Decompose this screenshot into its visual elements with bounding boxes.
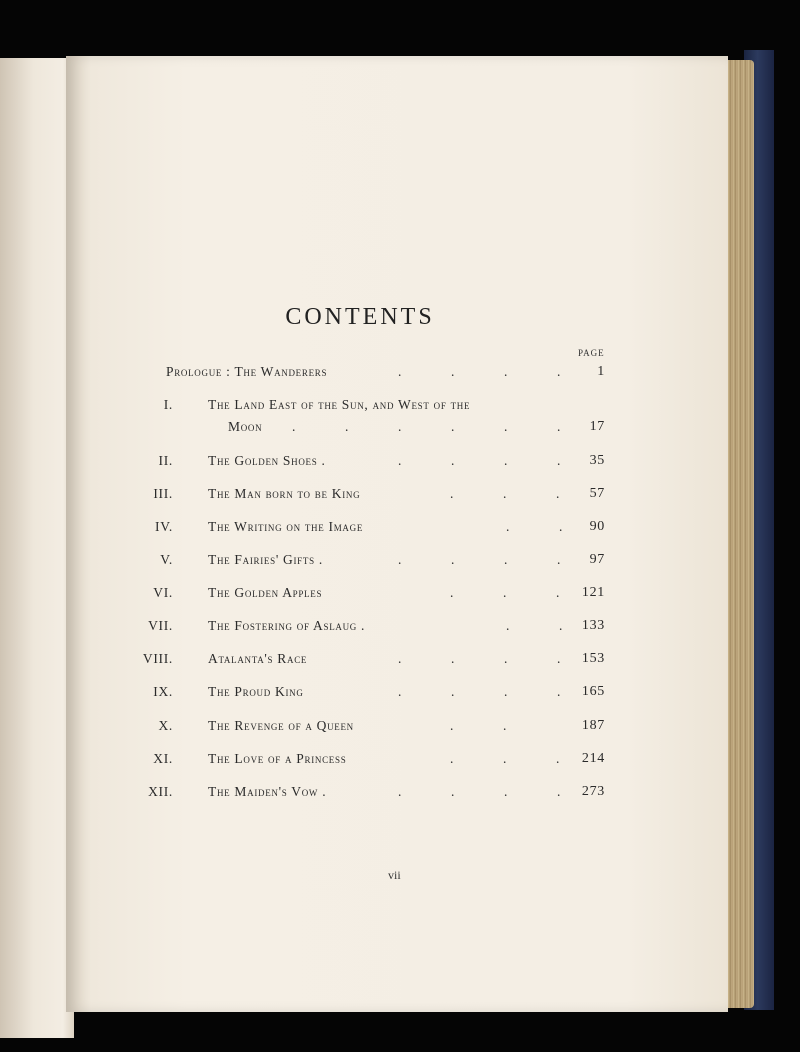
toc-page-number: 57 bbox=[589, 486, 605, 501]
dot-leader: . . . bbox=[450, 751, 560, 766]
toc-page-number: 165 bbox=[581, 684, 605, 699]
chapter-numeral: VII. bbox=[148, 618, 173, 633]
chapter-title: The Man born to be King bbox=[208, 486, 361, 501]
toc-page-number: 90 bbox=[589, 519, 605, 534]
chapter-numeral: V. bbox=[160, 552, 173, 567]
dot-leader: . . . . bbox=[398, 651, 561, 666]
chapter-numeral: VIII. bbox=[142, 651, 173, 666]
dot-leader: . . . bbox=[450, 585, 560, 600]
toc-row-prologue bbox=[60, 364, 605, 386]
chapter-title: The Love of a Princess bbox=[208, 751, 347, 766]
toc-row-chapter bbox=[60, 618, 605, 640]
chapter-numeral: XII. bbox=[148, 784, 173, 799]
dot-leader: . . . . bbox=[398, 453, 561, 468]
chapter-numeral: I. bbox=[163, 397, 173, 412]
toc-page-number: 133 bbox=[581, 618, 605, 633]
toc-row-chapter bbox=[60, 585, 605, 607]
toc-row-chapter bbox=[60, 519, 605, 541]
chapter-title: The Writing on the Image bbox=[208, 519, 364, 534]
chapter-numeral: III. bbox=[153, 486, 173, 501]
toc-row-chapter bbox=[60, 397, 605, 419]
toc-row-chapter bbox=[60, 552, 605, 574]
chapter-title: The Land East of the Sun, and West of the bbox=[208, 397, 471, 412]
toc-row-chapter bbox=[60, 651, 605, 673]
dot-leader: . . . . bbox=[398, 552, 561, 567]
chapter-title: The Golden Shoes . bbox=[208, 453, 326, 468]
dot-leader: . . . . bbox=[398, 784, 561, 799]
chapter-numeral: IX. bbox=[153, 684, 173, 699]
chapter-title: The Revenge of a Queen bbox=[208, 718, 354, 733]
chapter-title: The Maiden's Vow . bbox=[208, 784, 327, 799]
dot-leader: . . . . bbox=[398, 364, 561, 379]
toc-page-number: 17 bbox=[589, 419, 605, 434]
toc-page-number: 187 bbox=[581, 718, 605, 733]
chapter-numeral: VI. bbox=[153, 585, 173, 600]
toc-page-number: 153 bbox=[581, 651, 605, 666]
toc-page-number: 214 bbox=[581, 751, 605, 766]
toc-page-number: 273 bbox=[581, 784, 605, 799]
toc-entry-label: Prologue : The Wanderers bbox=[166, 364, 328, 379]
chapter-title-continued: Moon bbox=[228, 419, 263, 434]
toc-page-number: 1 bbox=[597, 364, 605, 379]
chapter-numeral: X. bbox=[158, 718, 173, 733]
toc-page-number: 121 bbox=[581, 585, 605, 600]
toc-row-chapter-continued bbox=[60, 419, 605, 441]
toc-row-chapter bbox=[60, 718, 605, 740]
chapter-numeral: XI. bbox=[153, 751, 173, 766]
chapter-title: The Proud King bbox=[208, 684, 304, 699]
folio-page-number: vii bbox=[388, 868, 401, 882]
chapter-title: The Fairies' Gifts . bbox=[208, 552, 323, 567]
chapter-numeral: II. bbox=[158, 453, 173, 468]
dot-leader: . . bbox=[506, 519, 563, 534]
left-page bbox=[0, 58, 74, 1038]
dot-leader: . . . bbox=[450, 486, 560, 501]
chapter-title: Atalanta's Race bbox=[208, 651, 308, 666]
toc-row-chapter bbox=[60, 751, 605, 773]
chapter-title: The Fostering of Aslaug . bbox=[208, 618, 366, 633]
toc-page-number: 97 bbox=[589, 552, 605, 567]
dot-leader: . . bbox=[506, 618, 563, 633]
toc-row-chapter bbox=[60, 784, 605, 806]
chapter-title: The Golden Apples bbox=[208, 585, 323, 600]
dot-leader: . . . . . . bbox=[292, 419, 561, 434]
page-column-label: PAGE bbox=[578, 348, 605, 358]
toc-row-chapter bbox=[60, 453, 605, 475]
toc-row-chapter bbox=[60, 684, 605, 706]
toc-row-chapter bbox=[60, 486, 605, 508]
contents-heading: CONTENTS bbox=[285, 304, 435, 330]
dot-leader: . . bbox=[450, 718, 507, 733]
chapter-numeral: IV. bbox=[155, 519, 173, 534]
toc-page-number: 35 bbox=[589, 453, 605, 468]
dot-leader: . . . . bbox=[398, 684, 561, 699]
